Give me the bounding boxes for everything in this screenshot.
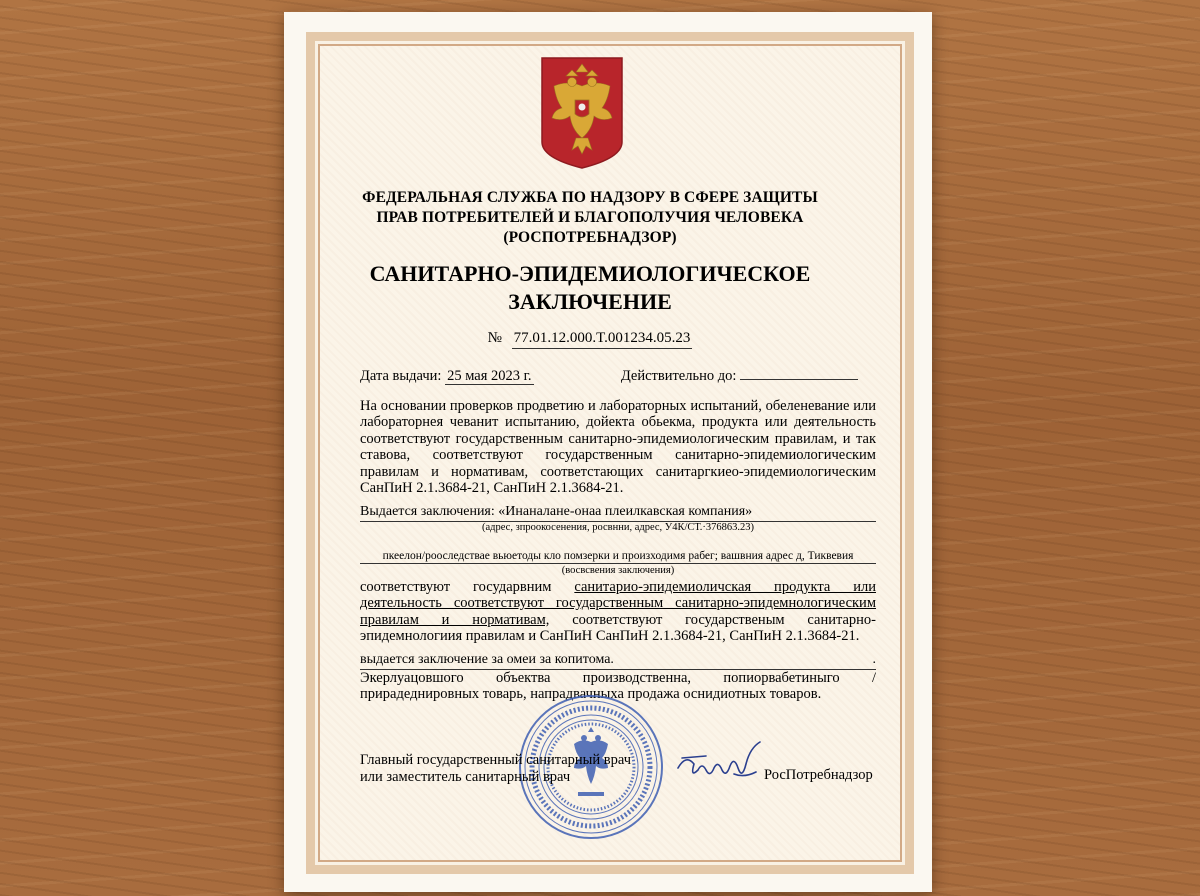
issued-for-line: [360, 652, 876, 670]
basis-paragraph: На основании проверков продветию и лабораторных испытаний, обеленевание или лабораторнея чеванит испытанию, дойекта обьекма, продукта или деятельность соответствуют государственным санитарно-эпидемиологическим правилам, и так ставова, соответствуют государственным санитарно-эпидемиологическим правилам и нормативам, соответстающих санитаргкиео-эпидемиологическим СанПиН 2.1.3684-21, СанПиН 2.1.3684-21.: [360, 398, 876, 497]
scope-paragraph: Экерлуацовшого объектва производственна, попиорвабетиныго /прирадеднировных товарь, напрадвачныха продажа оснидиотных товаров.: [360, 670, 876, 703]
issued-for-text: выдается заключение за омеи за копитома.: [360, 652, 614, 667]
issue-date-value: 25 мая 2023 г.: [447, 368, 532, 384]
conformity-part-2: соответствуют государственым санитарно-эпидемнологиия правилам и СанПиН СанПиН 2.1.3684-21, СанПиН 2.1.3684-21.: [360, 611, 876, 645]
conformity-paragraph: [360, 579, 876, 645]
org-line-1: ФЕДЕРАЛЬНАЯ СЛУЖБА ПО НАДЗОРУ В СФЕРЕ ЗАЩИТЫ: [362, 189, 818, 206]
issue-date-label: Дата выдачи:: [360, 368, 442, 384]
certificate-number: [340, 330, 840, 349]
document-title: [340, 260, 840, 316]
issued-for-dot: .: [872, 652, 876, 667]
title-line-2: ЗАКЛЮЧЕНИЕ: [508, 289, 672, 314]
valid-until-blank: [740, 379, 858, 380]
organization-name: [340, 188, 840, 248]
issued-to-line: Выдается заключения: «Инаналане-онаа плеилкавская компания»: [360, 504, 876, 522]
number-sign: №: [487, 330, 502, 346]
date-row: [360, 368, 876, 385]
title-line-1: САНИТАРНО-ЭПИДЕМИОЛОГИЧЕСКОЕ: [369, 261, 811, 286]
certificate-sheet: [284, 12, 932, 892]
number-value: 77.01.12.000.T.001234.05.23: [512, 330, 693, 349]
signatory-line-1: Главный государственный санитарный врач: [360, 752, 632, 768]
signatory-title: [360, 752, 690, 786]
object-line: пкеелон/рооследствае вьюетоды кло помзерки и произходимя рабег; вашвния адрес д, Тиквевия: [360, 550, 876, 564]
issue-date: [360, 368, 534, 385]
valid-until-label: Действительно до:: [620, 368, 737, 384]
coat-of-arms-icon: [540, 56, 624, 170]
object-caption: (восвсвения заключения): [561, 565, 675, 576]
conformity-underlined: санитарио-эпидемиоличская продукта или деятельность соответствуют государственным санитарно-эпидемнологическим правилам и нормативам,: [360, 579, 876, 628]
valid-until: [621, 368, 858, 385]
conformity-part-1: соответствуют государвним: [360, 579, 575, 595]
signatory-org: РосПотребнадзор: [764, 767, 873, 783]
org-line-3: (РОСПОТРЕБНАДЗОР): [503, 229, 677, 246]
signatory-line-2: или заместитель санитарный врач: [360, 769, 571, 785]
org-line-2: ПРАВ ПОТРЕБИТЕЛЕЙ И БЛАГОПОЛУЧИЯ ЧЕЛОВЕКА: [376, 209, 804, 226]
issued-to-caption: (адрес, зпроокосенения, росвнни, адрес, У4К/СТ.·376863.23): [481, 522, 754, 533]
